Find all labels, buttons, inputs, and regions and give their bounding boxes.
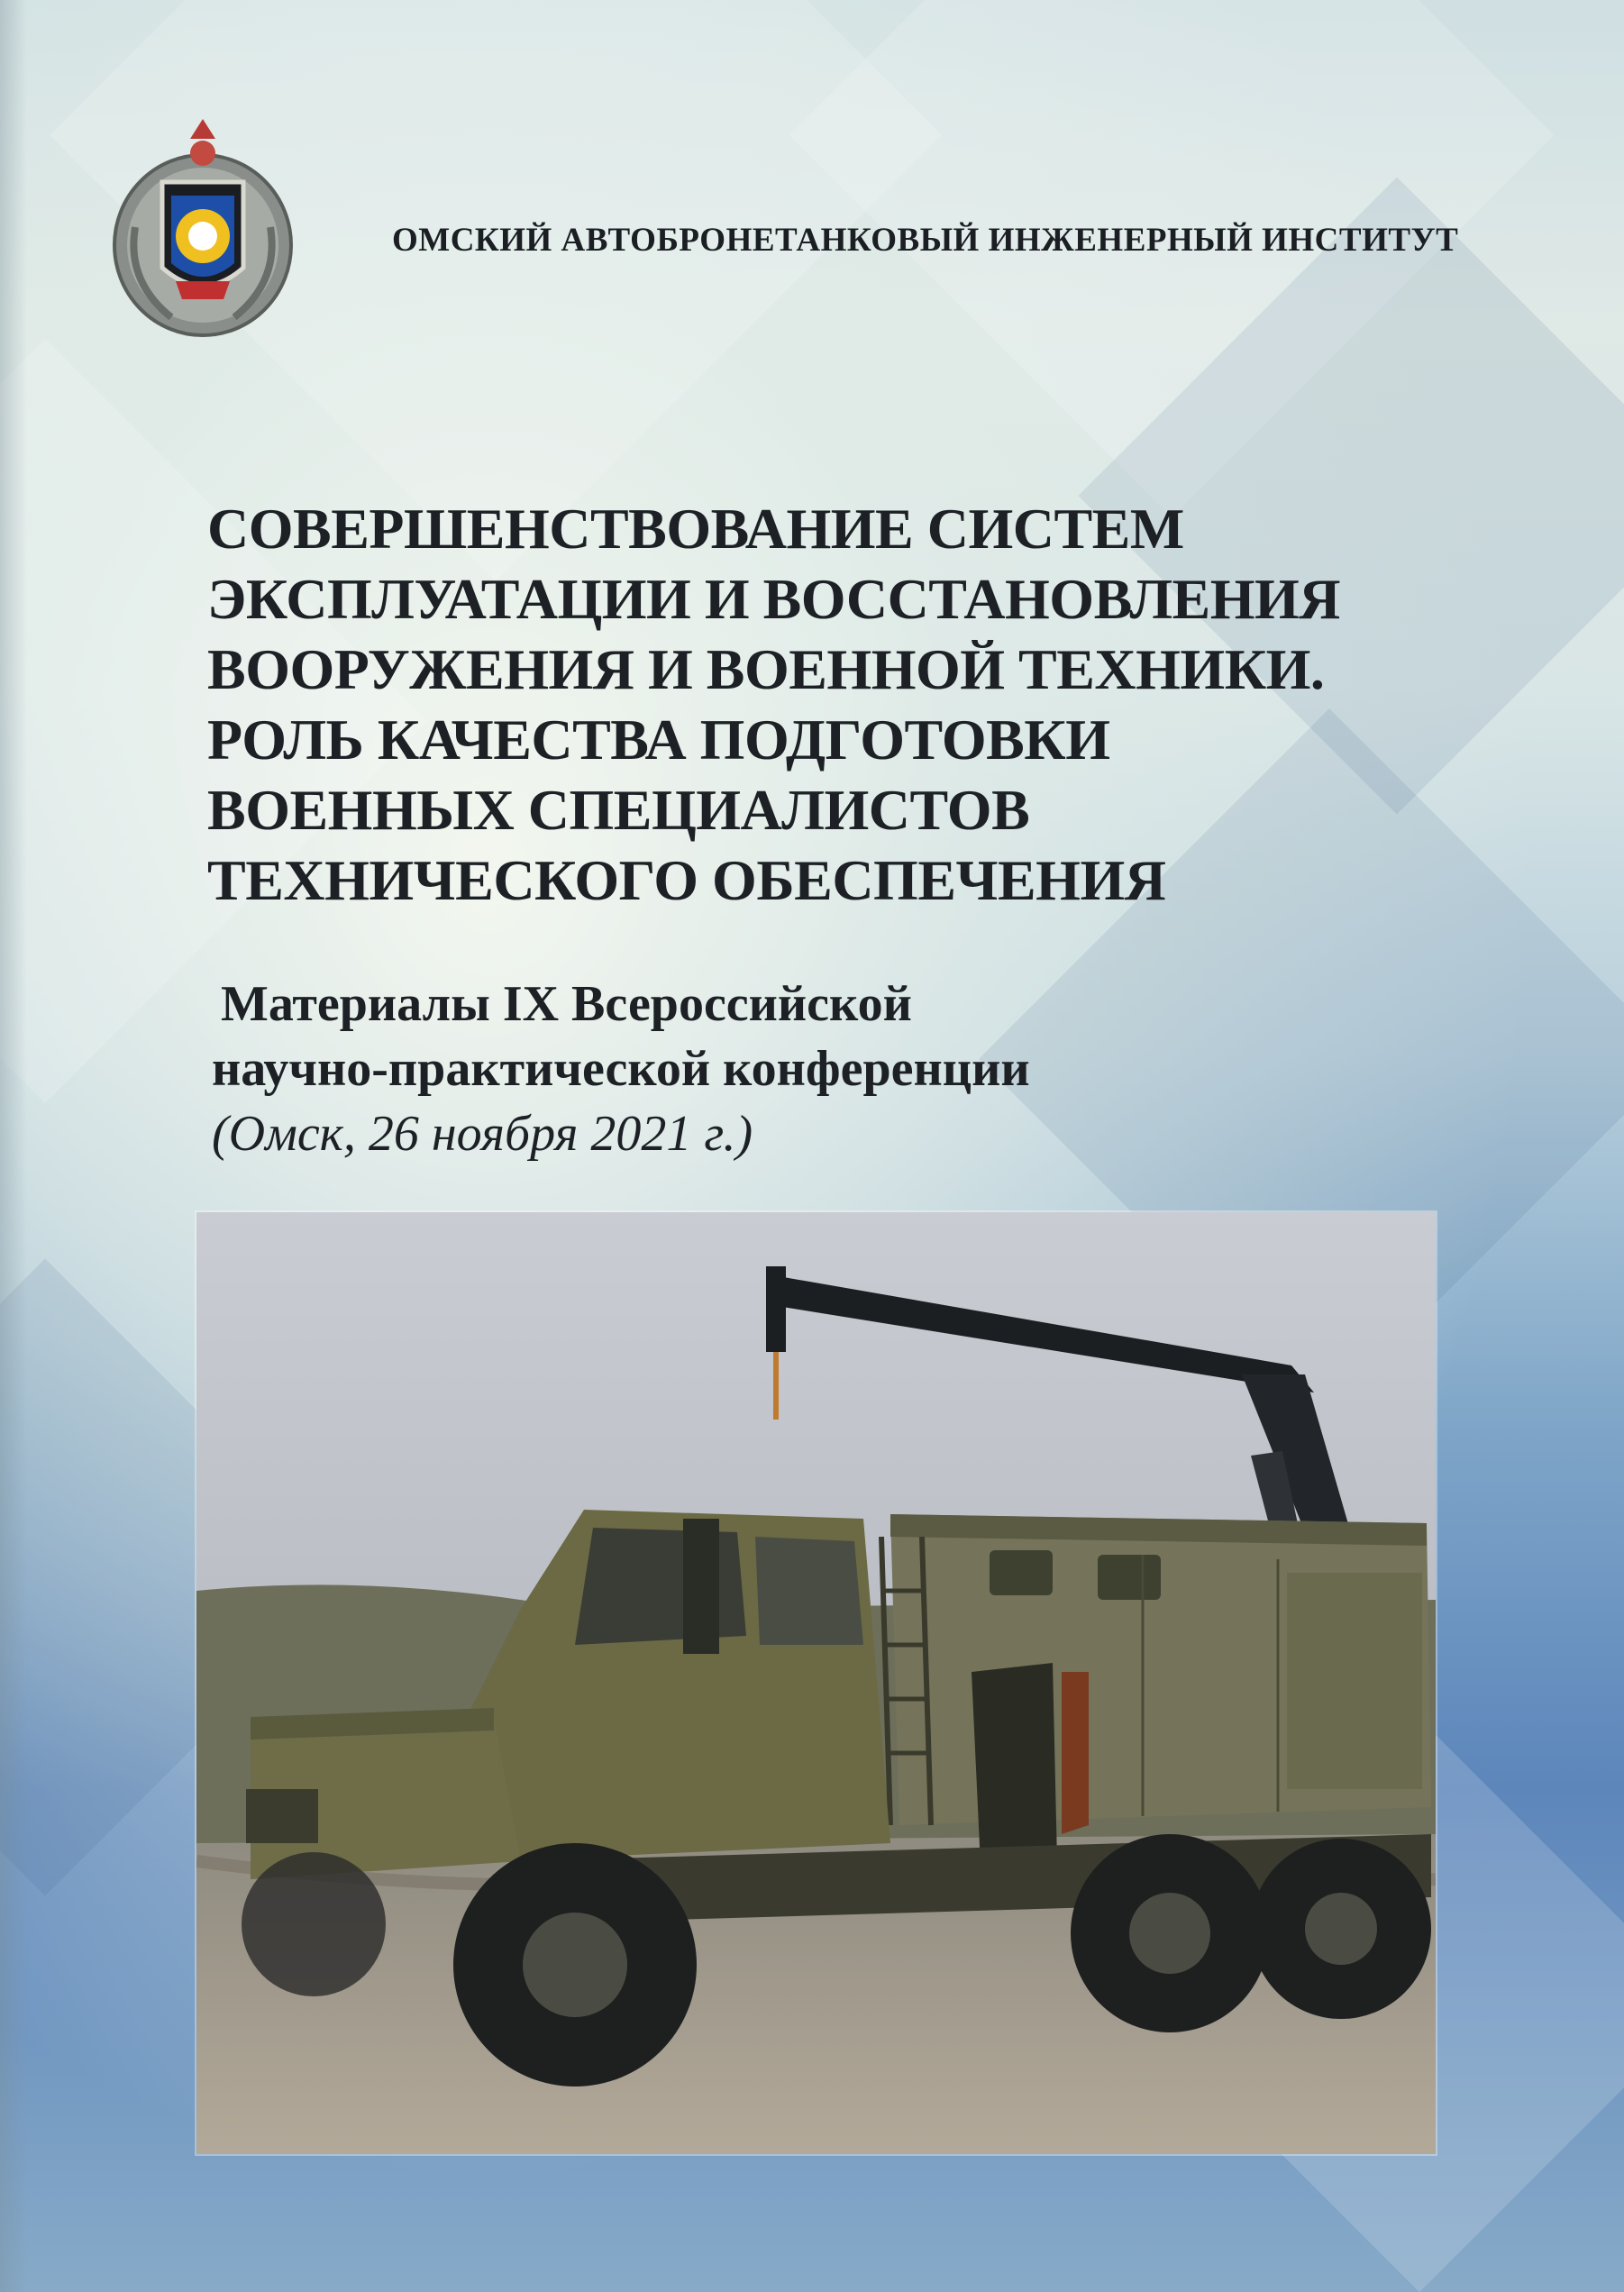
cover-photo <box>196 1212 1436 2154</box>
repair-truck-with-crane-icon <box>196 1212 1436 2154</box>
book-subtitle <box>212 972 1293 1166</box>
title-line: РОЛЬ КАЧЕСТВА ПОДГОТОВКИ <box>207 708 1110 772</box>
title-line: ЭКСПЛУАТАЦИИ И ВОССТАНОВЛЕНИЯ <box>207 567 1340 631</box>
institute-emblem-icon <box>108 110 297 344</box>
publisher-name: ОМСКИЙ АВТОБРОНЕТАНКОВЫЙ ИНЖЕНЕРНЫЙ ИНСТИТУТ <box>392 222 1459 259</box>
title-line: ВОЕННЫХ СПЕЦИАЛИСТОВ <box>207 778 1030 842</box>
subtitle-line: Материалы IX Всероссийской <box>221 976 912 1032</box>
conference-place-date: (Омск, 26 ноября 2021 г.) <box>212 1106 753 1162</box>
subtitle-line: научно-практической конференции <box>212 1041 1030 1097</box>
title-line: ВООРУЖЕНИЯ И ВОЕННОЙ ТЕХНИКИ. <box>207 637 1325 701</box>
cover-spine-shadow <box>0 0 27 2292</box>
title-line: ТЕХНИЧЕСКОГО ОБЕСПЕЧЕНИЯ <box>207 848 1166 912</box>
book-title <box>207 494 1469 916</box>
title-line: СОВЕРШЕНСТВОВАНИЕ СИСТЕМ <box>207 497 1184 561</box>
